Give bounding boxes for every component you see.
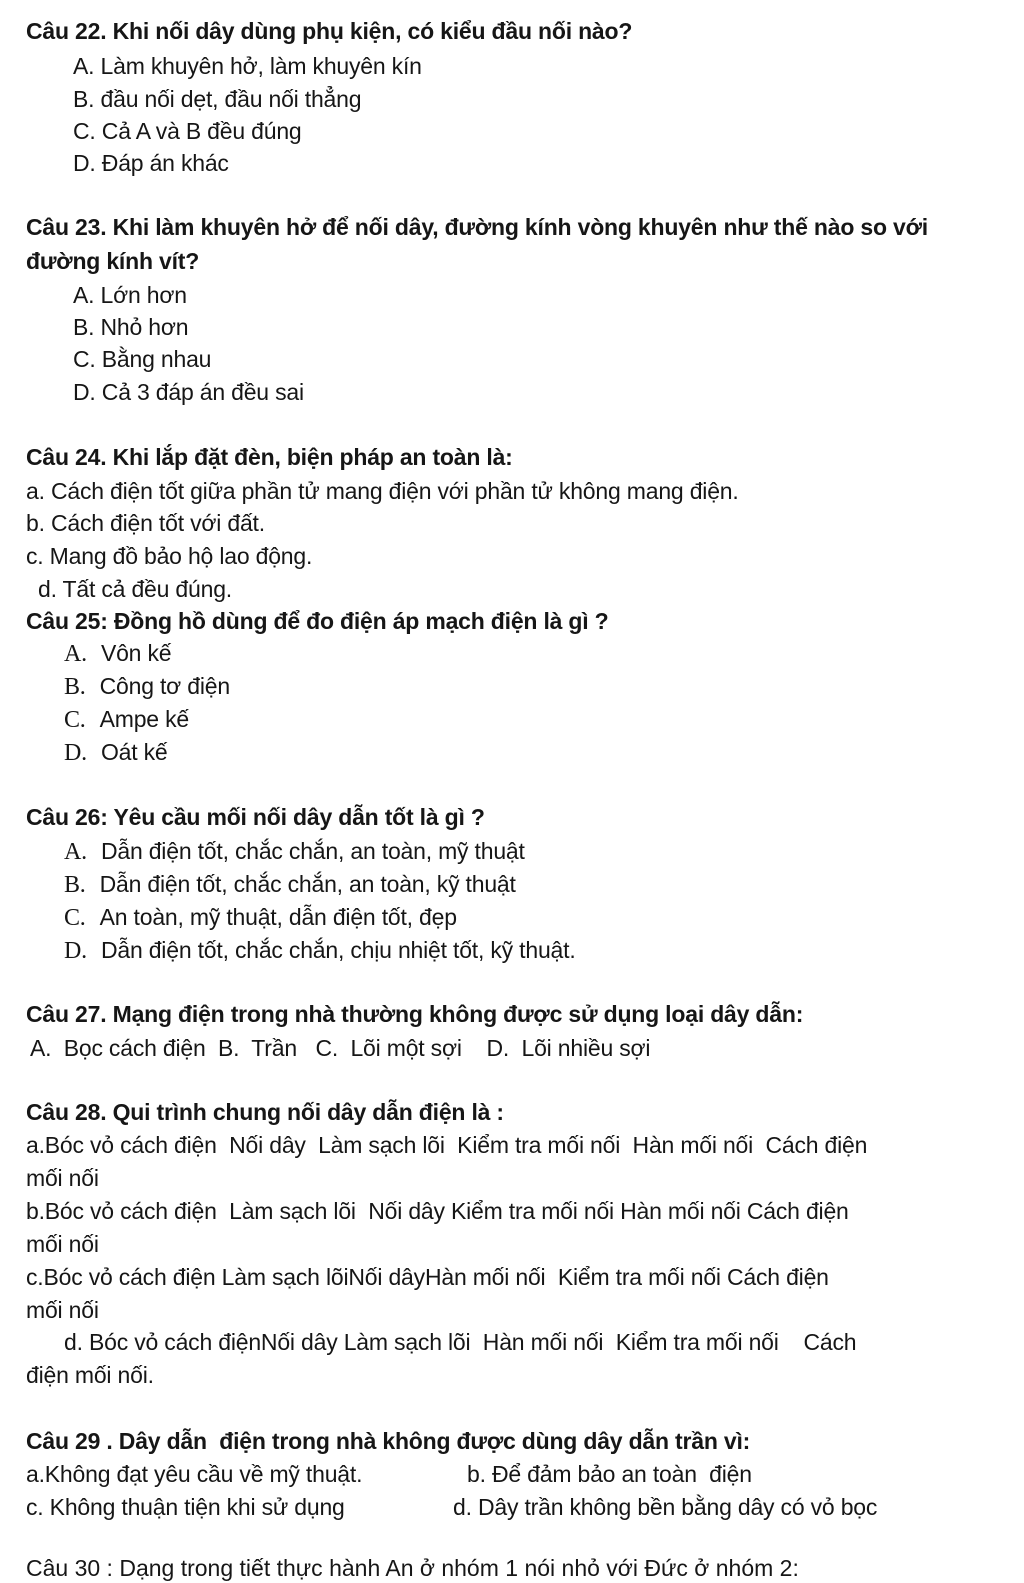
option-letter: D. xyxy=(64,740,87,766)
option-letter: B. xyxy=(64,872,86,898)
question-24-title: Câu 24. Khi lắp đặt đèn, biện pháp an toàn là: xyxy=(26,444,513,470)
question-23-option-a: A. Lớn hơn xyxy=(73,282,187,308)
option-text: Ampe kế xyxy=(99,706,189,732)
question-29-option-b: b. Để đảm bảo an toàn điện xyxy=(467,1461,752,1487)
question-22-option-b: B. đầu nối dẹt, đầu nối thẳng xyxy=(73,86,362,112)
question-26-title: Câu 26: Yêu cầu mối nối dây dẫn tốt là gì ? xyxy=(26,804,485,830)
option-letter: C. xyxy=(64,707,86,733)
question-28-option-c-line2: mối nối xyxy=(26,1297,99,1323)
question-26-option-b xyxy=(64,869,516,900)
cut-off-question-30: Câu 30 : Dạng trong tiết thực hành An ở nhóm 1 nói nhỏ với Đức ở nhóm 2: xyxy=(26,1555,799,1581)
option-text: Dẫn điện tốt, chắc chắn, chịu nhiệt tốt, kỹ thuật. xyxy=(100,937,576,963)
question-28-option-b-line1: b.Bóc vỏ cách điện Làm sạch lõi Nối dây Kiểm tra mối nối Hàn mối nối Cách điện xyxy=(26,1198,849,1224)
question-28-option-b-line2: mối nối xyxy=(26,1231,99,1257)
question-26-option-d xyxy=(64,935,576,966)
option-letter: A. xyxy=(64,839,87,865)
question-24-option-b: b. Cách điện tốt với đất. xyxy=(26,510,265,536)
question-26-option-c xyxy=(64,902,457,933)
question-28-option-d-line1: d. Bóc vỏ cách điệnNối dây Làm sạch lõi Hàn mối nối Kiểm tra mối nối Cách xyxy=(64,1329,857,1355)
question-29-title: Câu 29 . Dây dẫn điện trong nhà không được dùng dây dẫn trần vì: xyxy=(26,1428,751,1454)
question-25-title: Câu 25: Đồng hồ dùng để đo điện áp mạch điện là gì ? xyxy=(26,608,609,634)
question-29-option-d: d. Dây trần không bền bằng dây có vỏ bọc xyxy=(453,1494,878,1520)
question-28-option-a-line2: mối nối xyxy=(26,1165,99,1191)
question-28-option-d-line2: điện mối nối. xyxy=(26,1362,154,1388)
question-23-option-b: B. Nhỏ hơn xyxy=(73,314,189,340)
question-28-option-c-line1: c.Bóc vỏ cách điện Làm sạch lõiNối dâyHàn mối nối Kiểm tra mối nối Cách điện xyxy=(26,1264,829,1290)
question-24-option-a: a. Cách điện tốt giữa phần tử mang điện với phần tử không mang điện. xyxy=(26,478,739,504)
option-text: An toàn, mỹ thuật, dẫn điện tốt, đẹp xyxy=(99,904,457,930)
question-28-option-a-line1: a.Bóc vỏ cách điện Nối dây Làm sạch lõi Kiểm tra mối nối Hàn mối nối Cách điện xyxy=(26,1132,868,1158)
question-25-option-d xyxy=(64,737,168,768)
question-24-option-d: d. Tất cả đều đúng. xyxy=(38,576,232,602)
question-22-option-a: A. Làm khuyên hở, làm khuyên kín xyxy=(73,53,422,79)
question-29-option-c: c. Không thuận tiện khi sử dụng xyxy=(26,1494,345,1520)
question-29-option-a: a.Không đạt yêu cầu về mỹ thuật. xyxy=(26,1461,363,1487)
option-text: Công tơ điện xyxy=(99,673,230,699)
option-text: Dẫn điện tốt, chắc chắn, an toàn, kỹ thuật xyxy=(99,871,516,897)
question-22-option-d: D. Đáp án khác xyxy=(73,150,229,176)
question-25-option-c xyxy=(64,704,189,735)
question-22-title: Câu 22. Khi nối dây dùng phụ kiện, có kiểu đầu nối nào? xyxy=(26,18,633,44)
option-letter: A. xyxy=(64,641,87,667)
question-23-title-line1: Câu 23. Khi làm khuyên hở để nối dây, đường kính vòng khuyên như thế nào so với xyxy=(26,214,928,240)
option-letter: D. xyxy=(64,938,87,964)
option-text: Dẫn điện tốt, chắc chắn, an toàn, mỹ thuật xyxy=(100,838,525,864)
option-text: Oát kế xyxy=(100,739,168,765)
question-26-option-a xyxy=(64,836,525,867)
question-22-option-c: C. Cả A và B đều đúng xyxy=(73,118,302,144)
question-27-title: Câu 27. Mạng điện trong nhà thường không được sử dụng loại dây dẫn: xyxy=(26,1001,804,1027)
question-24-option-c: c. Mang đồ bảo hộ lao động. xyxy=(26,543,313,569)
option-letter: C. xyxy=(64,905,86,931)
question-28-title: Câu 28. Qui trình chung nối dây dẫn điện là : xyxy=(26,1099,504,1125)
option-letter: B. xyxy=(64,674,86,700)
question-27-options: A. Bọc cách điện B. Trần C. Lõi một sợi D. Lõi nhiều sợi xyxy=(30,1035,651,1061)
option-text: Vôn kế xyxy=(100,640,172,666)
question-25-option-a xyxy=(64,638,171,669)
question-23-option-d: D. Cả 3 đáp án đều sai xyxy=(73,379,304,405)
question-25-option-b xyxy=(64,671,230,702)
question-23-title-line2: đường kính vít? xyxy=(26,248,200,274)
question-23-option-c: C. Bằng nhau xyxy=(73,346,212,372)
